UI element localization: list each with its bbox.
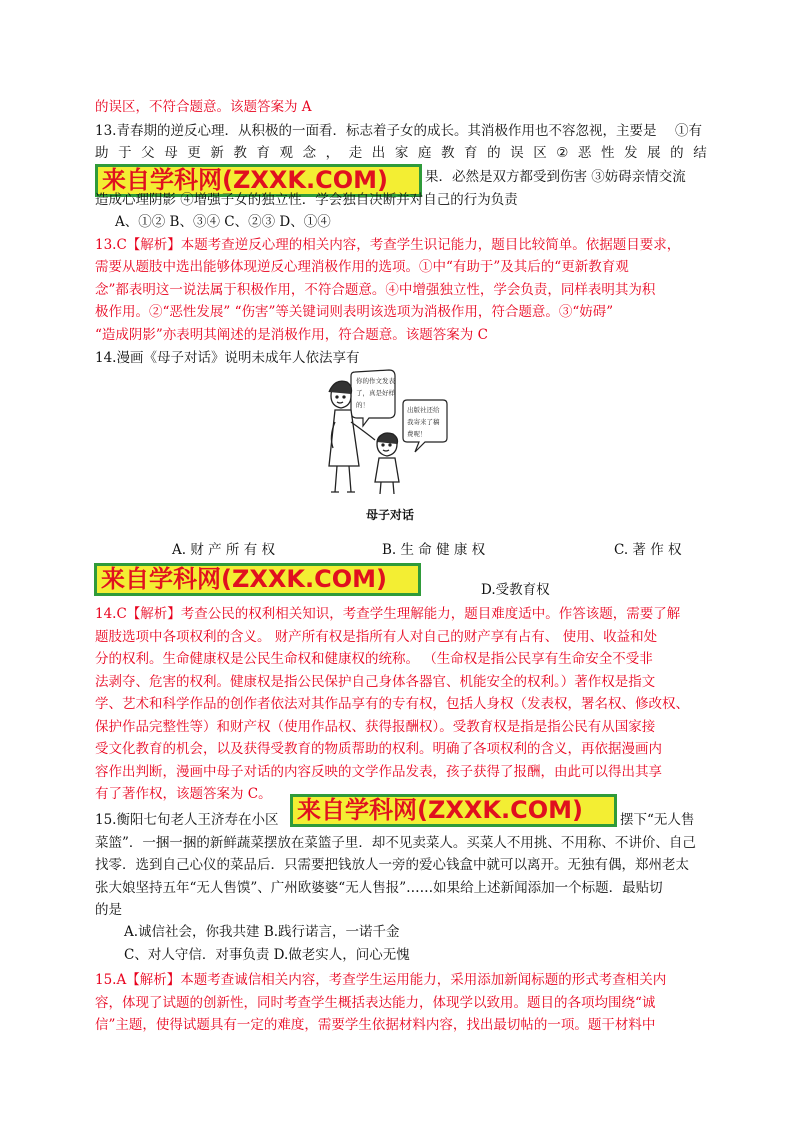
answer-12-tail: 的误区，不符合题意。该题答案为 A (95, 99, 312, 115)
answer-13-line-5: “造成阴影”亦表明其阐述的是消极作用，符合题意。该题答案为 C (95, 327, 488, 343)
option-d: D.受教育权 (481, 582, 550, 598)
question-13-line-2-char: 助 (95, 145, 109, 161)
question-13-line-4: 造成心理阴影 ④增强子女的独立性．学会独自决断并对自己的行为负责 (95, 192, 518, 208)
answer-14-line-8: 容作出判断，漫画中母子对话的内容反映的文学作品发表，孩子获得了报酬，由此可以得出其享 (95, 764, 662, 780)
answer-15-line-1: 15.A【解析】本题考查诚信相关内容，考查学生运用能力，采用添加新闻标题的形式考查相关内 (95, 972, 667, 988)
option-a: A. 财 产 所 有 权 (172, 542, 275, 558)
question-15-options-cd: C、对人守信．对事负责 D.做老实人，问心无愧 (124, 947, 410, 963)
option-c: C. 著 作 权 (614, 542, 682, 558)
question-15-line-1-end: 摆下“无人售 (620, 812, 695, 828)
question-15-line-2: 菜篮”．一捆一捆的新鲜蔬菜摆放在菜篮子里．却不见卖菜人。买菜人不用挑、不用称、不讲价、自己 (95, 835, 696, 851)
question-13-line-2-char: 恶 (577, 145, 592, 161)
answer-14-line-3: 分的权利。生命健康权是公民生命权和健康权的统称。 （生命权是指公民享有生命安全不受非 (95, 651, 653, 667)
question-13-line-2 (95, 143, 707, 163)
question-13-line-2-char: 观 (279, 145, 293, 161)
answer-14-line-5: 学、艺术和科学作品的创作者依法对其作品享有的专有权，包括人身权（发表权，署名权、修改权、 (95, 696, 689, 712)
svg-text:的！: 的！ (356, 401, 369, 409)
question-13-line-2-char: 母 (164, 145, 178, 161)
answer-13-line-4: 极作用。②“恶性发展” “伤害”等关键词则表明该选项为消极作用，符合题意。③“妨碍” (95, 304, 614, 320)
question-13-line-2-char: 误 (510, 145, 524, 161)
answer-13-line-3: 念”都表明这一说法属于积极作用，不符合题意。④中增强独立性，学会负责，同样表明其为积 (95, 282, 656, 298)
answer-13-line-2: 需要从题肢中选出能够体现逆反心理消极作用的选项。①中“有助于”及其后的“更新教育观 (95, 259, 629, 275)
question-13-line-2-char: 的 (487, 145, 501, 161)
question-13-options: A、①② B、③④ C、②③ D、①④ (115, 214, 331, 230)
comic-title: 母子对话 (366, 508, 415, 522)
question-13-line-2-char: 的 (670, 145, 684, 161)
question-13-line-2-char: 更 (187, 145, 201, 161)
svg-text:我寄来了稿: 我寄来了稿 (407, 418, 440, 426)
question-13-line-1-end: ①有 (675, 123, 702, 139)
question-15-line-5: 的是 (95, 902, 122, 918)
question-13-line-2-char: 走 (348, 145, 363, 161)
question-15-line-1: 15.衡阳七旬老人王济寿在小区 (95, 812, 279, 828)
question-13-line-2-char: 念 (302, 145, 317, 161)
question-13-line-2-char: 教 (440, 145, 455, 161)
svg-text:费呢！: 费呢！ (407, 430, 427, 438)
answer-15-line-3: 信”主题，使得试题具有一定的难度，需要学生依据材料内容，找出最切帖的一项。题干材料中 (95, 1017, 656, 1033)
question-13-line-2-char: 育 (256, 145, 270, 161)
answer-15-line-2: 容，体现了试题的创新性，同时考查学生概括表达能力，体现学以致用。题目的各项均围绕“诚 (95, 995, 656, 1011)
question-13-line-2-char: ② (556, 145, 569, 161)
watermark-banner: 来自学科网(ZXXK.COM) (95, 164, 422, 197)
question-13-line-2-char: 育 (464, 145, 478, 161)
question-15-options-ab: A.诚信社会，你我共建 B.践行诺言，一诺千金 (124, 924, 400, 940)
question-13-line-2-char: 教 (233, 145, 247, 161)
question-13-line-3: 果．必然是双方都受到伤害 ③妨碍亲情交流 (425, 169, 686, 185)
question-13-line-2-char: 展 (647, 145, 661, 161)
question-13-line-2-char: 庭 (417, 145, 432, 161)
answer-14-line-6: 保护作品完整性等）和财产权（使用作品权、获得报酬权）。受教育权是指是指公民有从国家接 (95, 719, 656, 735)
option-b: B. 生 命 健 康 权 (382, 542, 486, 558)
speech-bubble-mother (351, 370, 396, 426)
question-13-line-2-char: 发 (624, 145, 638, 161)
question-15-line-4: 张大娘坚持五年“无人售馍”、广州欧婆婆“无人售报”……如果给上述新闻添加一个标题．最贴切 (95, 880, 663, 896)
comic-illustration (325, 366, 449, 499)
question-13-line-2-char: 性 (600, 145, 615, 161)
svg-text:出版社还给: 出版社还给 (407, 406, 440, 414)
answer-14-line-4: 法剥夺、危害的权利。健康权是指公民保护自己身体各器官、机能安全的权利。）著作权是指文 (95, 674, 656, 690)
question-13-line-2-char: 于 (118, 145, 132, 161)
question-13-line-2-char: 结 (693, 145, 707, 161)
question-13-line-2-char: 父 (141, 145, 155, 161)
question-13-line-2-char: ， (325, 145, 340, 161)
watermark-banner: 来自学科网(ZXXK.COM) (290, 794, 617, 827)
question-15-line-3: 找零．选到自己心仪的菜品后．只需要把钱放人一旁的爱心钱盒中就可以离开。无独有偶，郑州老太 (95, 857, 689, 873)
speech-bubble-child (403, 400, 447, 452)
answer-13-line-1: 13.C【解析】本题考查逆反心理的相关内容，考查学生识记能力，题目比较简单。依据题目要求， (95, 237, 681, 253)
answer-14-line-9: 有了著作权，该题答案为 C。 (95, 786, 272, 802)
answer-14-line-1: 14.C【解析】考查公民的权利相关知识，考查学生理解能力，题目难度适中。作答该题，需要了解 (95, 606, 681, 622)
svg-text:你的作文发表: 你的作文发表 (356, 377, 395, 385)
question-14: 14.漫画《母子对话》说明未成年人依法享有 (95, 350, 360, 366)
answer-14-line-2: 题肢选项中各项权利的含义。 财产所有权是指所有人对自己的财产享有占有、 使用、收益和处 (95, 629, 658, 645)
child-figure (375, 433, 399, 494)
question-13-line-2-char: 出 (371, 145, 386, 161)
watermark-banner: 来自学科网(ZXXK.COM) (94, 563, 421, 596)
question-13-line-2-char: 区 (533, 145, 547, 161)
answer-14-line-7: 受文化教育的机会，以及获得受教育的物质帮助的权利。明确了各项权利的含义，再依据漫画内 (95, 741, 662, 757)
question-13-line-1: 13.青春期的逆反心理．从积极的一面看．标志着子女的成长。其消极作用也不容忽视，主要是 (95, 123, 657, 139)
svg-text:了，真是好样: 了，真是好样 (356, 389, 395, 397)
question-13-line-2-char: 新 (210, 145, 224, 161)
question-13-line-2-char: 家 (394, 145, 409, 161)
